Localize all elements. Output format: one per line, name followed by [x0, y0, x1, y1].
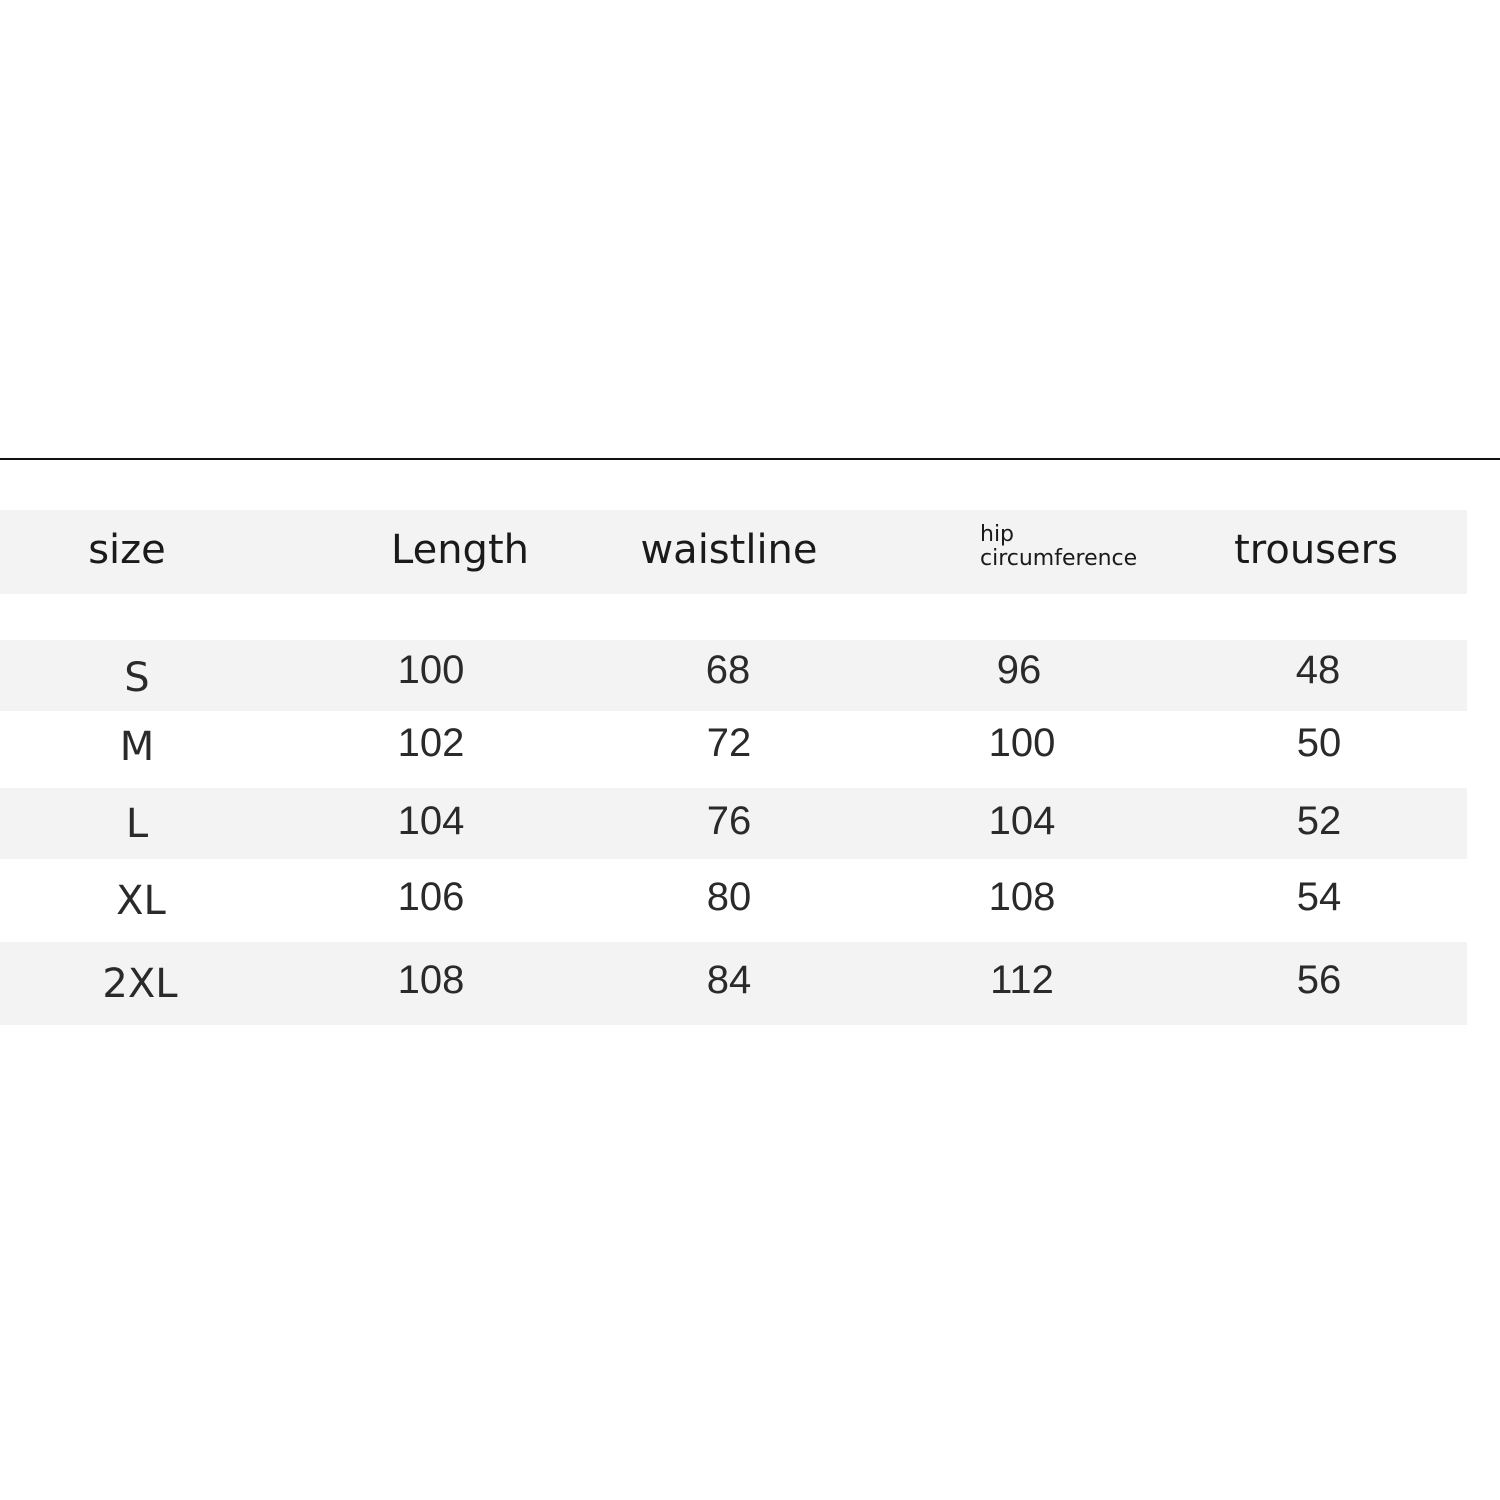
- cell-trousers: 54: [1296, 875, 1342, 919]
- header-size: size: [88, 527, 166, 573]
- cell-size: L: [125, 801, 149, 847]
- cell-hip: 112: [990, 958, 1054, 1002]
- cell-hip: 104: [988, 799, 1056, 843]
- cell-waistline: 84: [706, 958, 752, 1002]
- cell-waistline: 76: [706, 799, 752, 843]
- cell-size: 2XL: [102, 961, 178, 1007]
- top-divider-line: [0, 458, 1500, 460]
- cell-trousers: 56: [1296, 958, 1342, 1002]
- cell-size: S: [124, 655, 150, 701]
- cell-length: 104: [397, 799, 465, 843]
- cell-hip: 96: [996, 648, 1042, 692]
- cell-length: 106: [397, 875, 465, 919]
- cell-size: XL: [116, 878, 166, 924]
- cell-hip: 100: [988, 721, 1056, 765]
- cell-waistline: 68: [705, 648, 751, 692]
- cell-trousers: 48: [1295, 648, 1341, 692]
- cell-trousers: 52: [1296, 799, 1342, 843]
- header-hip-circumference: hip circumference: [980, 522, 1138, 571]
- cell-length: 108: [397, 958, 465, 1002]
- cell-waistline: 72: [706, 721, 752, 765]
- cell-length: 102: [397, 721, 465, 765]
- cell-waistline: 80: [706, 875, 752, 919]
- header-waistline: waistline: [640, 527, 818, 573]
- cell-size: M: [119, 724, 155, 770]
- header-length: Length: [391, 527, 529, 573]
- cell-length: 100: [397, 648, 465, 692]
- cell-hip: 108: [988, 875, 1056, 919]
- cell-trousers: 50: [1296, 721, 1342, 765]
- header-trousers: trousers: [1234, 527, 1398, 573]
